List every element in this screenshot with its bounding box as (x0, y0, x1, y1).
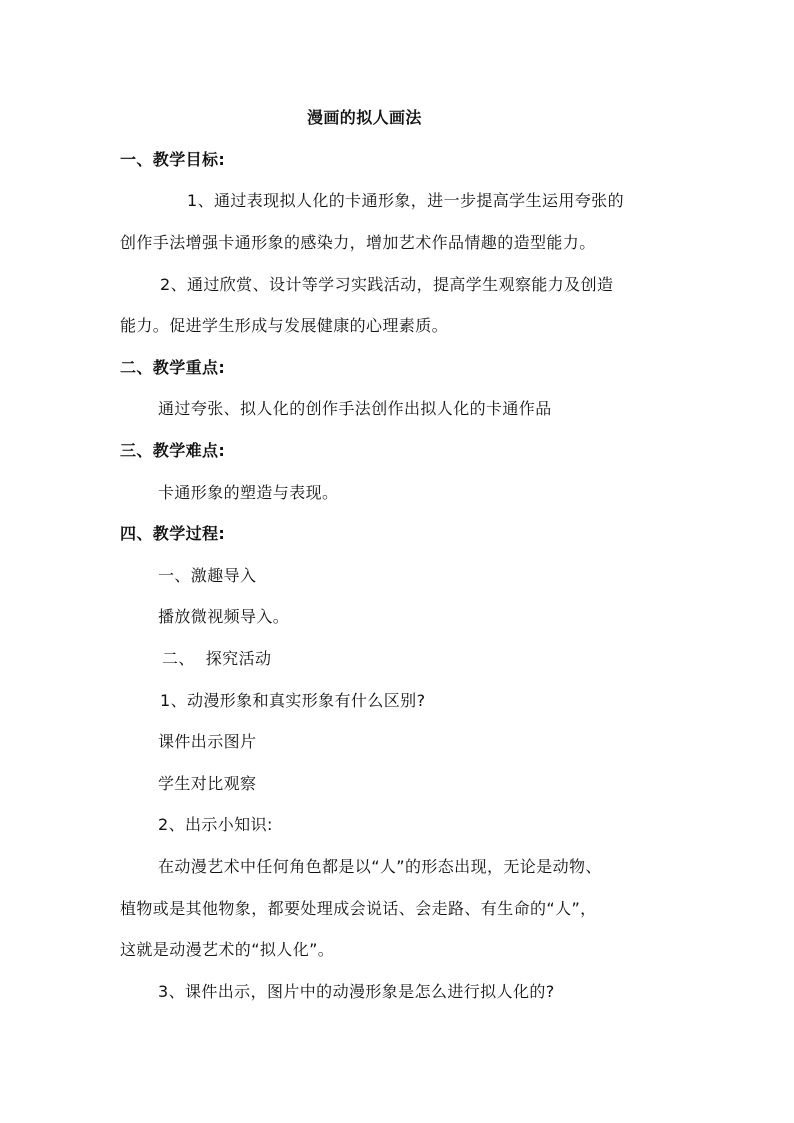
objective-1-line-2: 创作手法增强卡通形象的感染力，增加艺术作品情趣的造型能力。 (120, 233, 596, 252)
knowledge-line-2: 植物或是其他物象，都要处理成会说话、会走路、有生命的“人”， (120, 899, 597, 918)
objective-1-line-1: 1、通过表现拟人化的卡通形象，进一步提高学生运用夸张的 (187, 191, 624, 210)
process-step-1-title: 一、激趣导入 (158, 566, 257, 585)
key-points-heading: 二、教学重点: (120, 358, 226, 377)
objective-2-line-1: 2、通过欣赏、设计等学习实践活动，提高学生观察能力及创造 (160, 275, 614, 294)
document-title: 漫画的拟人画法 (307, 108, 422, 127)
knowledge-line-1: 在动漫艺术中任何角色都是以“人”的形态出现，无论是动物、 (158, 857, 602, 876)
difficulties-heading: 三、教学难点: (120, 441, 226, 460)
question-1-answer-b: 学生对比观察 (158, 774, 257, 793)
knowledge-title: 2、出示小知识: (158, 815, 273, 834)
process-heading: 四、教学过程: (120, 524, 226, 543)
process-step-1-text: 播放微视频导入。 (158, 607, 290, 626)
objective-2-line-2: 能力。促进学生形成与发展健康的心理素质。 (120, 316, 449, 335)
question-1-answer-a: 课件出示图片 (158, 732, 257, 751)
question-1: 1、动漫形象和真实形象有什么区别? (160, 691, 426, 710)
knowledge-line-3: 这就是动漫艺术的“拟人化”。 (120, 940, 335, 959)
difficulties-text: 卡通形象的塑造与表现。 (158, 483, 339, 502)
objectives-heading: 一、教学目标: (120, 150, 226, 169)
key-points-text: 通过夸张、拟人化的创作手法创作出拟人化的卡通作品 (158, 399, 552, 418)
process-step-2-title: 二、 探究活动 (162, 649, 272, 668)
question-3: 3、课件出示，图片中的动漫形象是怎么进行拟人化的? (158, 982, 555, 1001)
